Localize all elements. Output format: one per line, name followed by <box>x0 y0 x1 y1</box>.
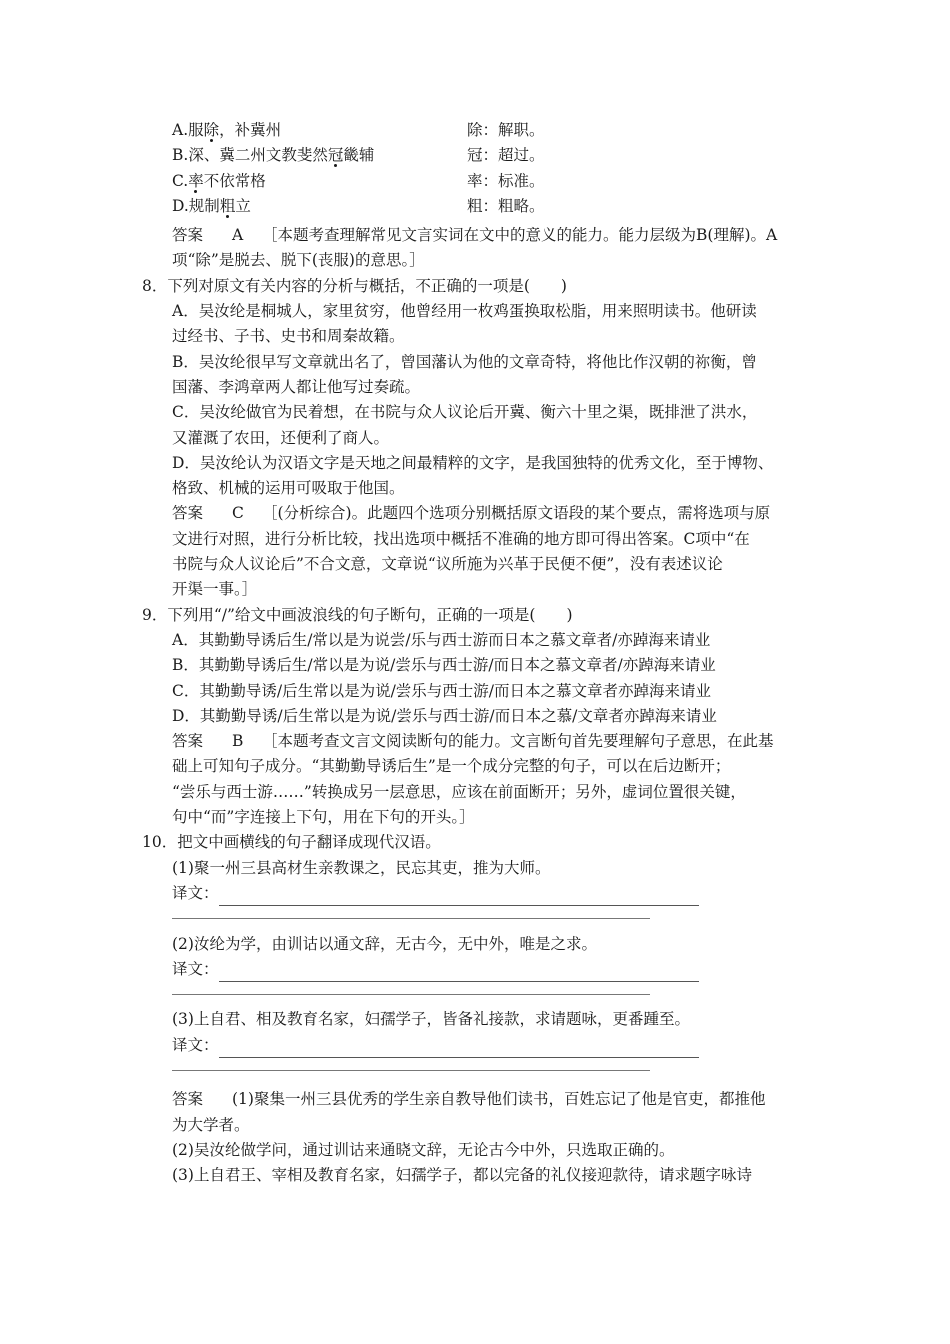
q9-answer-cont: “尝乐与西士游……”转换成另一层意思，应该在前面断开；另外，虚词位置很关键， <box>172 782 746 801</box>
q10-item-1: (1)聚一州三县高材生亲教课之，民忘其吏，推为大师。 <box>172 858 551 877</box>
q8-option-line: 格致、机械的运用可吸取于他国。 <box>172 479 405 498</box>
q8-answer-cont: 文进行对照，进行分析比较，找出选项中概括不准确的地方即可得出答案。C项中“在 <box>172 529 750 548</box>
q10-answer-cont: (2)吴汝纶做学问，通过训诂来通晓文辞，无论古今中外，只选取正确的。 <box>172 1140 675 1159</box>
q7-option-b: B.深、冀二州文教斐然冠畿辅 冠：超过。 <box>0 143 950 168</box>
translation-blank-line[interactable] <box>0 982 950 1007</box>
q7-option-a-definition: 除：解职。 <box>467 121 545 139</box>
q10-stem: 10．把文中画横线的句子翻译成现代汉语。 <box>142 833 441 852</box>
translation-blank-line[interactable] <box>0 1058 950 1083</box>
q8-option-line: D．吴汝纶认为汉语文字是天地之间最精粹的文字，是我国独特的优秀文化，至于博物、 <box>172 453 774 472</box>
translation-blank-line[interactable] <box>0 906 950 931</box>
q8-option-line: 国藩、李鸿章两人都让他写过奏疏。 <box>172 377 421 396</box>
q8-option-line: A．吴汝纶是桐城人，家里贫穷，他曾经用一枚鸡蛋换取松脂，用来照明读书。他研读 <box>172 302 757 321</box>
q9-stem: 9．下列用“/”给文中画波浪线的句子断句，正确的一项是( ) <box>142 605 573 624</box>
q8-option-line: 又灌溉了农田，还便利了商人。 <box>172 428 390 447</box>
q9-answer-cont: 础上可知句子成分。“其勤勤导诱后生”是一个成分完整的句子，可以在后边断开； <box>172 757 731 776</box>
q9-option-b: B．其勤勤导诱后生/常以是为说/尝乐与西士游/而日本之慕文章者/亦踔海来请业 <box>172 656 716 675</box>
q7-option-b-definition: 冠：超过。 <box>467 146 545 165</box>
q10-answer-cont: 为大学者。 <box>172 1115 250 1134</box>
q8-answer: 答案 C ［(分析综合)。此题四个选项分别概括原文语段的某个要点，需将选项与原 <box>172 504 771 523</box>
q8-stem: 8．下列对原文有关内容的分析与概括，不正确的一项是( ) <box>142 276 567 295</box>
document-page <box>0 118 950 1188</box>
translation-blank[interactable] <box>219 967 699 982</box>
q7-option-d-definition: 粗：粗略。 <box>467 196 545 215</box>
q10-answer: 答案 (1)聚集一州三县优秀的学生亲自教导他们读书，百姓忘记了他是官吏，都推他 <box>172 1090 766 1109</box>
translation-blank[interactable] <box>219 891 699 906</box>
q10-item-2: (2)汝纶为学，由训诂以通文辞，无古今，无中外，唯是之求。 <box>172 934 597 953</box>
q9-option-a: A．其勤勤导诱后生/常以是为说尝/乐与西士游而日本之慕文章者/亦踔海来请业 <box>172 630 711 649</box>
q9-option-c: C．其勤勤导诱/后生常以是为说/尝乐与西士游/而日本之慕文章者亦踔海来请业 <box>172 681 712 700</box>
q9-option-d: D．其勤勤导诱/后生常以是为说/尝乐与西士游/而日本之慕/文章者亦踔海来请业 <box>172 706 717 725</box>
translation-blank[interactable] <box>219 1043 699 1058</box>
q8-option-line: 过经书、子书、史书和周秦故籍。 <box>172 327 405 346</box>
q7-option-d: D.规制粗立 粗：粗略。 <box>0 194 950 219</box>
translation-field[interactable]: 译文： <box>0 957 950 982</box>
q7-option-a: A.服除，补冀州 除：解职。 <box>0 118 950 143</box>
q8-option-line: C．吴汝纶做官为民着想，在书院与众人议论后开冀、衡六十里之渠，既排泄了洪水， <box>172 403 758 422</box>
q10-item-3: (3)上自君、相及教育名家，妇孺学子，皆备礼接款，求请题咏，更番踵至。 <box>172 1010 690 1029</box>
q8-option-line: B．吴汝纶很早写文章就出名了，曾国藩认为他的文章奇特，将他比作汉朝的祢衡，曾 <box>172 352 757 371</box>
q7-option-c: C.率不依常格 率：标准。 <box>0 169 950 194</box>
q7-answer-cont: 项“除”是脱去、脱下(丧服)的意思。］ <box>172 251 425 270</box>
q10-answer-cont: (3)上自君王、宰相及教育名家，妇孺学子，都以完备的礼仪接迎款待，请求题字咏诗 <box>172 1166 752 1185</box>
q8-answer-cont: 书院与众人议论后”不合文意，文章说“议所施为兴革于民便不便”，没有表述议论 <box>172 555 723 574</box>
q7-answer: 答案 A ［本题考查理解常见文言实词在文中的意义的能力。能力层级为B(理解)。A <box>172 226 778 245</box>
q7-option-c-definition: 率：标准。 <box>467 171 545 190</box>
translation-field[interactable]: 译文： <box>0 881 950 906</box>
q8-answer-cont: 开渠一事。］ <box>172 580 258 599</box>
q9-answer: 答案 B ［本题考查文言文阅读断句的能力。文言断句首先要理解句子意思，在此基 <box>172 732 774 751</box>
q9-answer-cont: 句中“而”字连接上下句，用在下句的开头。］ <box>172 808 475 827</box>
translation-field[interactable]: 译文： <box>0 1033 950 1058</box>
